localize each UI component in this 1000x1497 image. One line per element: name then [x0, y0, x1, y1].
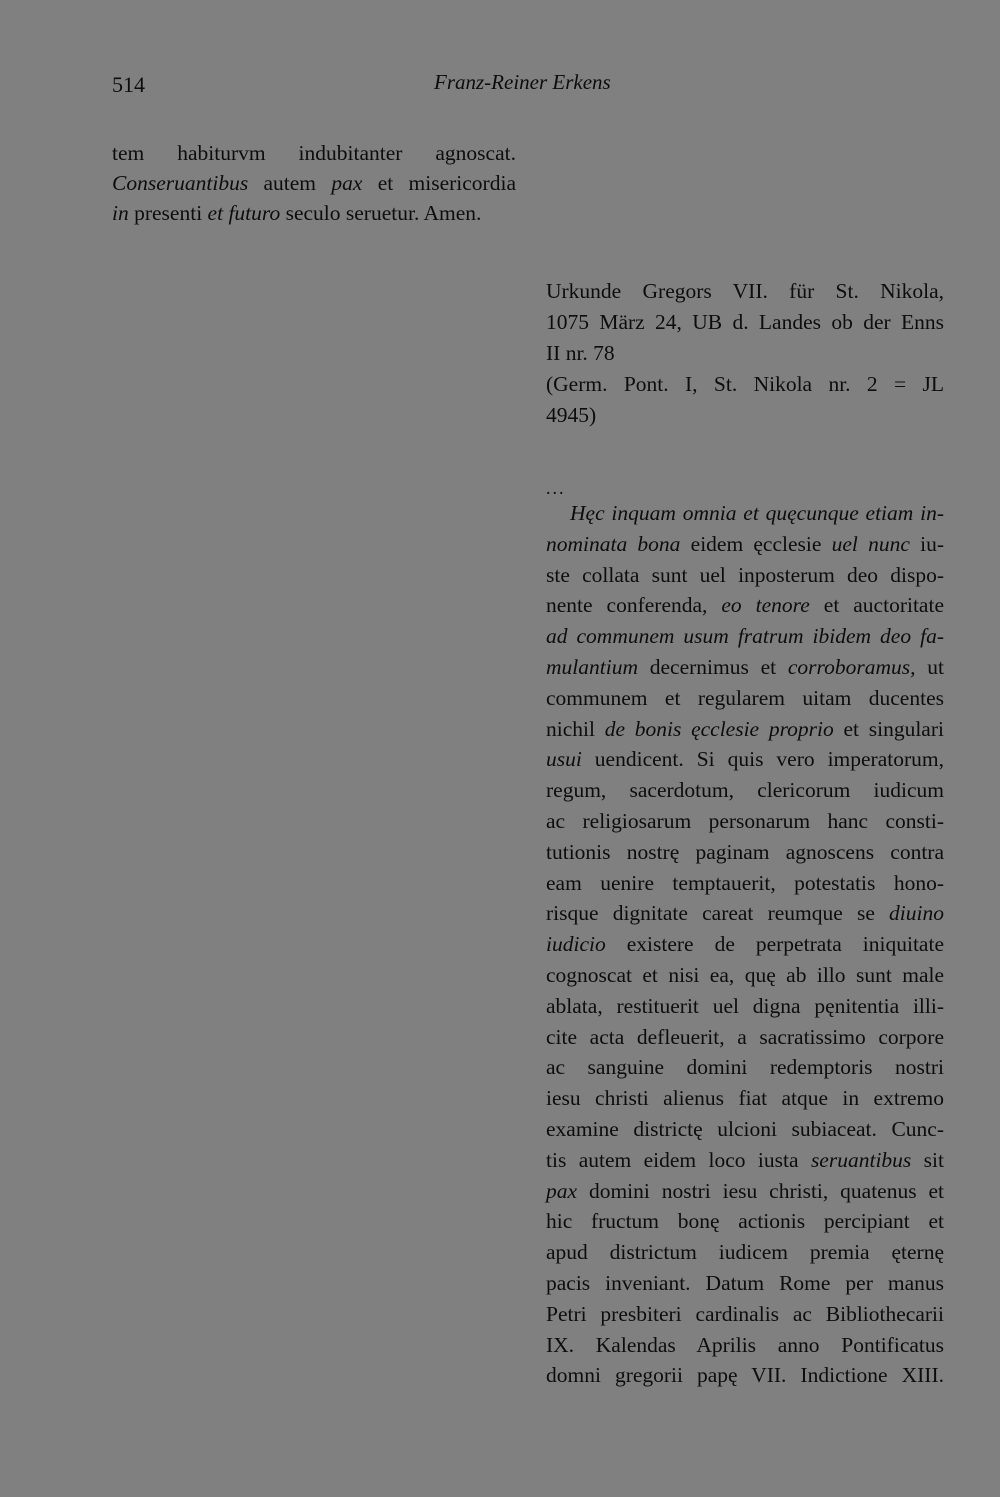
body-line: usui uendicent. Si quis vero imperatorum,: [546, 747, 944, 772]
body-line: nichil de bonis ęcclesie proprio et singulari: [546, 716, 944, 741]
body-line: iesu christi alienus fiat atque in extremo: [546, 1086, 944, 1111]
body-line: Petri presbiteri cardinalis ac Bibliothecarii: [546, 1301, 944, 1326]
running-head: Franz-Reiner Erkens: [434, 70, 611, 94]
left-column-line: in presenti et futuro seculo seruetur. Amen.: [112, 201, 482, 225]
body-line: nente conferenda, eo tenore et auctoritate: [546, 593, 944, 618]
body-line: communem et regularem uitam ducentes: [546, 685, 944, 710]
body-line: pacis inveniant. Datum Rome per manus: [546, 1270, 944, 1295]
body-line: regum, sacerdotum, clericorum iudicum: [546, 778, 944, 803]
page-number: 514: [112, 72, 145, 97]
left-column-line: tem habiturvm indubitanter agnoscat.: [112, 141, 516, 165]
body-line: iudicio existere de perpetrata iniquitate: [546, 932, 944, 957]
document-body: [546, 498, 944, 1391]
body-line: mulantium decernimus et corroboramus, ut: [546, 654, 944, 679]
body-line: Hęc inquam omnia et quęcunque etiam in-: [570, 501, 944, 525]
body-line: domni gregorii papę VII. Indictione XIII.: [546, 1363, 944, 1388]
body-line: nominata bona eidem ęcclesie uel nunc iu-: [546, 531, 944, 556]
body-line: apud districtum iudicem premia ęternę: [546, 1240, 944, 1265]
body-line: risque dignitate careat reumque se diuino: [546, 901, 944, 926]
heading-line: II nr. 78: [546, 341, 615, 365]
body-line: tis autem eidem loco iusta seruantibus sit: [546, 1147, 944, 1172]
heading-line: Urkunde Gregors VII. für St. Nikola,: [546, 279, 944, 303]
body-line: ablata, restituerit uel digna pęnitentia illi-: [546, 993, 944, 1018]
right-column-heading: [546, 276, 944, 431]
body-line: cognoscat et nisi ea, quę ab illo sunt male: [546, 962, 944, 987]
body-line: ad communem usum fratrum ibidem deo fa-: [546, 624, 944, 649]
body-line: eam uenire temptauerit, potestatis hono-: [546, 870, 944, 895]
body-line: examine districtę ulcioni subiaceat. Cunc-: [546, 1116, 944, 1141]
body-line: ste collata sunt uel inposterum deo dispo-: [546, 562, 944, 587]
heading-line: 1075 März 24, UB d. Landes ob der Enns: [546, 310, 944, 334]
left-column-line: Conseruantibus autem pax et misericordia: [112, 171, 516, 195]
body-line: pax domini nostri iesu christi, quatenus et: [546, 1178, 944, 1203]
body-line: cite acta defleuerit, a sacratissimo corpore: [546, 1024, 944, 1049]
heading-line: (Germ. Pont. I, St. Nikola nr. 2 = JL: [546, 372, 944, 396]
body-line: hic fructum bonę actionis percipiant et: [546, 1209, 944, 1234]
body-line: IX. Kalendas Aprilis anno Pontificatus: [546, 1332, 944, 1357]
heading-line: 4945): [546, 403, 597, 427]
body-line: tutionis nostrę paginam agnoscens contra: [546, 839, 944, 864]
body-line: ac religiosarum personarum hanc consti-: [546, 808, 944, 833]
left-column: [112, 138, 516, 228]
ellipsis: ...: [546, 478, 566, 498]
body-line: ac sanguine domini redemptoris nostri: [546, 1055, 944, 1080]
